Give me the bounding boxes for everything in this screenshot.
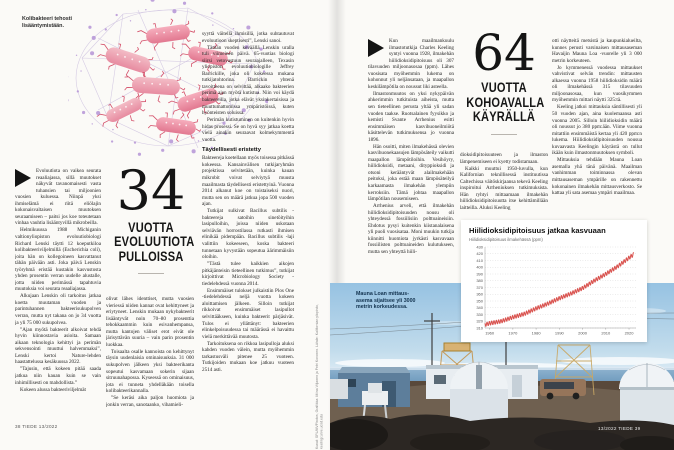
headline-word: KÄYRÄLLÄ (472, 109, 536, 124)
svg-text:1970: 1970 (508, 330, 518, 336)
svg-text:420: 420 (476, 251, 483, 257)
svg-text:320: 320 (476, 318, 483, 324)
right-headline-block (458, 24, 550, 135)
svg-text:1980: 1980 (531, 330, 541, 336)
paragraph: Tarkoituksena on rikkoa lasipulloja aluksi kahden vuoden välein, mutta myöhemmin tarkastusväli pitenee 25 vuoteen. Tutkijoiden mukaan koe jatkuu vuoteen 2514 asti. (202, 340, 294, 373)
paragraph: Hän osoitti, miten ilmakehässä olevien kasvihuonekaasujen lämpösäteily vaikutti maapallon lämpötiloihin. Vesihöyry, hiilidioksidi, metaani, dityppioksidi ja otsoni kerääntyvät alailmakehään peitoksi, joka estää maan lämpösäteilyä karkaamasta ilmakehän ylempiin kerroksiin. Tämä johtaa maapallon lämpötilan nousemiseen. (368, 143, 454, 203)
paragraph: Mittauksia tehdään Mauna Loan asemalla yhä tänä päivänä. Maailman vanhimman toiminnassa olevan mittausaseman ympärille on rakennettu kokonainen ilmakehän mittausverkosto. Se kattaa yli sata asemaa ympäri maailmaa. (552, 157, 642, 197)
svg-text:350: 350 (476, 298, 483, 304)
left-col2-text (106, 296, 194, 408)
headline-word: KOHOAVALLA (466, 94, 545, 110)
svg-text:400: 400 (476, 264, 483, 270)
svg-text:2010: 2010 (601, 330, 611, 336)
right-col3-text (552, 38, 642, 197)
svg-text:310: 310 (476, 325, 483, 331)
photo-caption: Mauna Loan mittausasema sijaitsee yli 3000 metrin korkeudessa. (356, 291, 416, 311)
paragraph: otti näytteitä metsistä ja kaupunkialueilta, kunnes perusti varsinaisen mittausaseman Havaijin Mauna Loa -vuorelle yli 3 000 metrin korkeuteen. (552, 38, 642, 64)
paragraph: Kaikki muuttui 1950-luvulla, kun Kalifornian teknillisessä instituutissa Caltechissa väitöskirjaansa tekevä Keeling inspiroitui Arrheniuksen tutkimuksista. Hän ryhtyi mittaamaan ilmakehän hiilidioksidipitoisuutta itse kehittämillään laitteilla. Aluksi Keeling (460, 165, 548, 211)
left-page-column-2 (106, 296, 194, 422)
paragraph: Tämän vuoden keväällä Lenskin uralla tuli viimeinen päivä. 65-vuotias biologi siirsi vetovastuun seuraajalleen, Texasin yliopiston evoluutiobiologille Jeffrey Barrickille, joka oli kokeessa mukana tutkijatohtorina. Barrickin yhtenä tavoitteena on selvittää, alkaako bakteerien perimä ajan myötä kutistua. Niin voi käydä bakteereilla, jotka elävät yksinkertaisissa ja muuttumattomissa ympäristöissä, kuten hyönteisten soluissa. (202, 44, 294, 117)
paragraph: Keeling jatkoi mittauksia säntillisesti yli 50 vuoden ajan, aina kuolemaansa asti vuonna 2005. Silloin hiilidioksidin määrä oli noussut jo 380 ppm:ään. Viime vuonna mitattiin ensimmäistä kertaa yli 420 ppm:n lukema. Hiilidioksidipitoisuuden nousua kuvaavasta Keelingin käyrästä on tullut ikään kuin ilmastonmuutoksen symboli. (552, 104, 642, 157)
paragraph: Tutkijat sulkivat Bacillus subtilis -bakteereja satoihin sinetöityihin lasipulloihin, joissa niiden uskotaan selviävän horrostilassa rutkasti ihmisen elinikää pidempään. Bacillus subtilis -laji valittiin kokeeseen, koska bakteeri tunnetaan kyvystään sopeutua äärimmäisiin oloihin. (202, 208, 294, 261)
keeling-curve-chart (469, 244, 640, 340)
svg-text:370: 370 (476, 284, 483, 290)
right-page-footer: 13/2022 TIEDE 39 (598, 426, 641, 431)
paragraph: Helmikuussa 1988 Michiganin valtionyliopiston evoluutiobiologi Richard Lenski täytti 12 koeputkiloa kolibakteeriviljelmillä (Escherichia coli), joita hän on kollegoineen kasvattanut tähän päivään asti. Joka päivä Lenskin työryhmä eristää kustakin kasvustosta yhden prosentin verran uudelle alustalle, jotta niiden perimässä tapahtuvia muutoksia voi seurata reaaliajassa. (15, 227, 101, 293)
paragraph: Toisaalta osalle kannoista on kehittynyt täysin uudenlaisia ominaisuuksia. 31 000 sukupolven jälkeen yksi bakteerikanta sopeutui kasvamaan sokerin sijaan sitruunahapossa. Kyseessä on ominaisuus, jota ei tunneta yhdelläkään toisella kolibakteerikannalla. (106, 348, 194, 395)
co2-chart-card (461, 220, 647, 342)
svg-text:2020: 2020 (624, 330, 634, 336)
paragraph: olivat lähes identtiset, mutta vuosien vieriessä niiden kannat ovat kehittyneet ja eriytyneet. Lenskin mukaan nykybakteerit lisääntyvät noin 70–80 prosenttia tehokkaammin kuin esivanhempansa, mutta kantojen väliset erot eivät ole järisyttävän suuria – vain parin prosentin luokkaa. (106, 296, 194, 348)
paragraph: Perimän kutistuminen on kuitenkin hyvin hidas prosessi. Se on hyvä syy jatkaa koetta vielä ainakin seuraavat kolmekymmentä vuotta. (202, 117, 294, 143)
paragraph: ”Tajusin, että kokeen pitää saada jatkua niin kauan kuin se vain inhimillisesti on mahdollista.” (15, 366, 101, 386)
paragraph: Kokeen alussa bakteeriviljelmät (20, 386, 86, 393)
svg-text:1960: 1960 (485, 330, 495, 336)
svg-text:390: 390 (476, 271, 483, 277)
paragraph: Arrhenius arveli, että ilmakehän hiilidioksidipitoisuuden nousu oli yhteydessä fossiilisiin polttoaineisiin. Ehdotus pysyi kuitenkin kiistanalaisena yli puoli vuosisataa. Moni muukin tutkija kiinnitti huomiota jyrkästi kasvavaan fossiilisten polttoaineiden kulutukseen, mutta sen yhteyttä hiili- (368, 203, 454, 255)
svg-text:340: 340 (476, 305, 483, 311)
right-col2-text (460, 152, 548, 211)
right-page-column-2 (460, 152, 548, 218)
headline-word: VUOTTA (481, 80, 527, 95)
svg-text:430: 430 (476, 244, 483, 250)
paragraph: ”Ajan myötä bakteerit alkoivat tehdä hyvin kiinnostavia asioita. Samaan aikaan teknologia kehittyi ja perimän sekvensointi muuttui halvemmaksi”, Lenski kertoi Nature-lehden haastattelussa kesäkuussa 2022. (15, 326, 101, 366)
right-page-column-3 (552, 38, 642, 220)
headline-divider (138, 273, 164, 274)
svg-text:1990: 1990 (554, 330, 564, 336)
left-col3-text (202, 155, 294, 373)
paragraph: Evoluutiota on vaikea seurata reaaliajassa, sillä muutokset näkyvät tavanomaisesti vasta tuhansien tai miljoonien vuosien kuluessa. Niinpä yksi ihmiselämä ei riitä eliölajin kokonaisvaltaisen muutoksen seuraamiseen – paitsi jos koe toteutetaan vinhaa vauhtia lisääntyvillä mikrobeilla. (15, 168, 101, 227)
chart-title: Hiilidioksidipitoisuus jatkaa kasvuaan (469, 226, 606, 235)
left-col1-text (15, 168, 101, 393)
left-page-column-3 (202, 31, 294, 423)
headline-divider (491, 134, 517, 135)
svg-text:330: 330 (476, 311, 483, 317)
paragraph: Bakteereja koetellaan myös toisessa pitkässä kokeessa. Kansainvälisen tutkijaryhmän projektissa selvitetään, kuinka kauan mikrobit voivat selviytyä muusta maailmasta täydellisesti eristettyinä. Vuonna 2014 alkanut koe on toistaiseksi nuori, mutta sen on määrä jatkua jopa 500 vuoden ajan. (202, 155, 294, 208)
left-box (330, 379, 348, 399)
headline-number-34: 34 (116, 159, 186, 222)
drop-arrow-icon (368, 39, 384, 57)
paragraph: Jo kymmenessä vuodessa mittaukset vahvistivat selvän trendin: mittausten alkaessa vuonna 1958 hiilidioksidin määrä oli ilmakehässä 315 tilavuuden miljoonasosaa, kun vuosikymmen myöhemmin mittari näytti 325:tä. (552, 64, 642, 104)
svg-text:410: 410 (476, 257, 483, 263)
left-headline-block (106, 159, 196, 274)
paragraph: syyttä väitellä ihmisillä, jotka suhtautuvat evoluutioon skeptisesti”, Lenski sanoi. (202, 31, 294, 44)
headline-word: VUOTTA (128, 219, 174, 235)
svg-text:360: 360 (476, 291, 483, 297)
paragraph: dioksidipitoisuuteen ja ilmaston lämpenemiseen ei kyetty todistamaan. (460, 152, 548, 165)
paragraph: ”Se keräsi aika paljon huomiota ja jonkin verran, sanotaanko, vihamieli- (106, 395, 194, 408)
svg-text:2000: 2000 (578, 330, 588, 336)
headline-number-64: 64 (472, 24, 536, 82)
left-page-column-1 (15, 168, 101, 420)
paragraph: ”Tästä tulee kaikkien aikojen pitkäjänteisin tieteellinen tutkimus”, tutkijat kirjoittivat Microbiology Society -tiedelehdessä vuonna 2014. (202, 261, 294, 287)
right-page-column-1 (368, 38, 454, 288)
paragraph: Alkujaan Lenskin oli tarkoitus jatkaa koetta muutaman vuoden ja parintuhannen bakteerisukupolven verran, mutta nyt takana on jo 34 vuotta ja yli 75 000 sukupolvea. (15, 293, 101, 326)
left-page-footer: 38 TIEDE 13/2022 (15, 424, 58, 429)
drop-arrow-icon (15, 169, 31, 187)
paragraph: Ilmastonmuutos on yksi nykypäivän ahkerimmin tutkituista aiheista, mutta sen tieteellinen perusta yltää yli sadan vuoden taakse. Ruotsalainen fyysikko ja kemisti Svante Arrhenius esitti ensimmäisen kasvihuoneilmiötä käsittelevän tutkimuksensa jo vuonna 1896. (368, 90, 454, 143)
photo-credits-vertical: Kuvat: SPL/MVPhotos, Grafiikka: Miina Viljanen ja Petri Koronen. Lähde: Kalifornian yliopisto, keelingcurve.ucsd.edu (315, 304, 324, 449)
svg-text:380: 380 (476, 278, 483, 284)
left-col3-top-text (202, 31, 294, 143)
bacteria-image-caption: Kolibakteeri tehosti lisääntymistään. (22, 16, 73, 29)
headline-word: EVOLUUTIOTA (114, 234, 195, 250)
paragraph: Kun maailmankuulu ilmastotutkija Charles Keeling syntyi vuonna 1928, ilmakehän hiilidioksidipitoisuus oli 307 tilavuuden miljoonasosaa (ppm). Lähes vuosisata myöhemmin lukema on kohonnut yli neljänsataan, ja maapallon keskilämpötila on noussut liki asteella. (368, 38, 454, 90)
chart-axis-label: Hiilidioksidipitoisuus ilmakehässä (ppm) (469, 237, 543, 242)
right-col1-text (368, 38, 454, 256)
section-subhead: Täydellisesti eristetty (202, 147, 261, 154)
headline-word: PULLOISSA (118, 248, 184, 264)
paragraph: Ensimmäiset tulokset julkaistiin Plos One -tiedelehdessä neljä vuotta kokeen aloittamisen jälkeen. Silloin tutkijat rikkoivat ensimmäiset lasipullot selvittääkseen, kuinka bakteerit pärjäsivät. Tulos ei yllättänyt: bakteerien elinkelpoisuudessa tai määrässä ei havaittu vielä merkittävää muutosta. (202, 287, 294, 340)
